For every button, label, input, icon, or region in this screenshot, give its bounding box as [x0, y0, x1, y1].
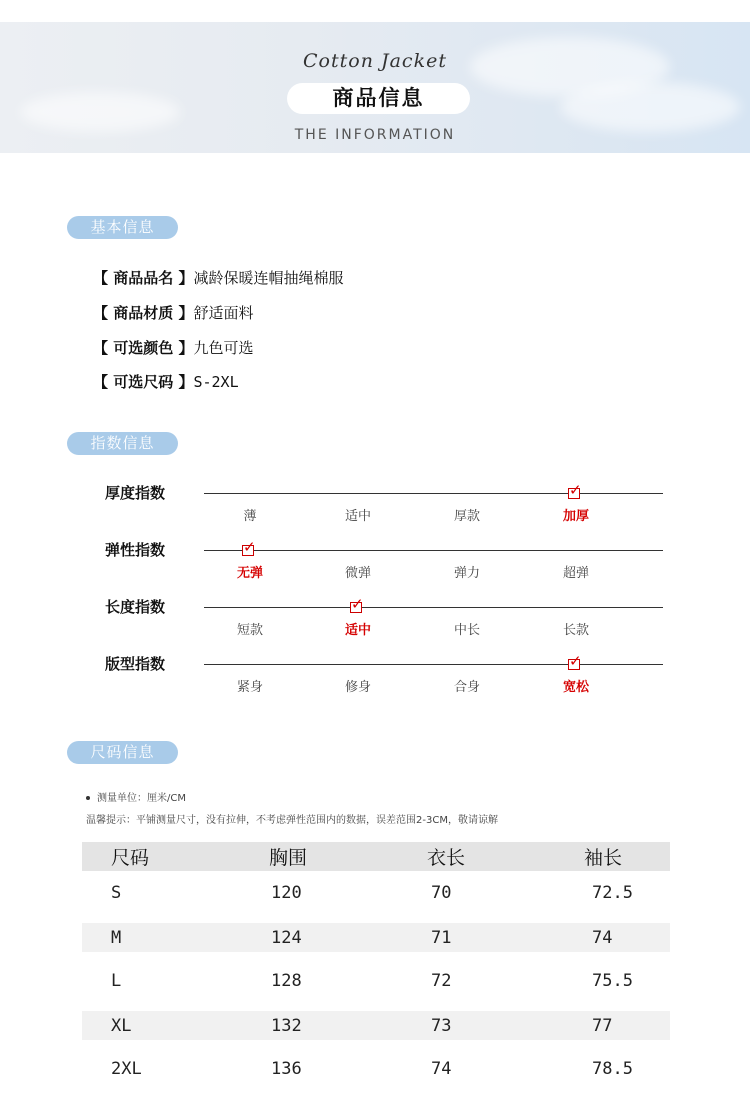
page-title: 商品信息 [287, 83, 470, 114]
table-cell: 75.5 [592, 971, 633, 991]
index-option: 厚款 [453, 509, 480, 524]
checkmark-icon: ✓ [569, 652, 582, 670]
index-title: 长度指数 [105, 598, 166, 616]
table-cell: 136 [271, 1059, 302, 1079]
table-row [82, 1047, 670, 1091]
column-header: 尺码 [111, 847, 150, 869]
bullet-dot [86, 796, 90, 800]
size-table [82, 842, 670, 1091]
checkmark-icon: ✓ [243, 538, 256, 556]
index-option: 超弹 [562, 566, 589, 581]
index-option-selected: 加厚 [562, 509, 589, 524]
info-row-material [93, 302, 253, 323]
table-cell: 72.5 [592, 883, 633, 903]
index-scale-line [204, 607, 663, 608]
index-option: 微弹 [344, 566, 371, 581]
info-row-size [93, 371, 239, 392]
table-cell: 128 [271, 971, 302, 991]
index-title: 厚度指数 [105, 484, 166, 502]
info-value: 九色可选 [193, 339, 254, 357]
index-option-selected: 宽松 [562, 680, 589, 695]
table-cell: XL [111, 1015, 132, 1036]
table-row [82, 959, 670, 1003]
info-label: 【 商品材质 】 [93, 304, 194, 322]
table-cell: 132 [271, 1015, 302, 1036]
table-cell: 71 [431, 927, 452, 948]
info-label: 【 可选尺码 】 [93, 373, 194, 391]
index-scale-line [204, 664, 663, 665]
info-label: 【 可选颜色 】 [93, 339, 194, 357]
table-cell: 74 [431, 1059, 452, 1079]
index-title: 弹性指数 [105, 541, 166, 559]
index-option: 合身 [453, 680, 480, 695]
table-row [82, 923, 670, 952]
header-banner [0, 22, 750, 153]
index-option-selected: 适中 [344, 623, 371, 638]
banner-script-title: Cotton Jacket [303, 50, 447, 72]
index-option: 短款 [236, 623, 263, 638]
column-header: 胸围 [269, 847, 308, 869]
table-cell: 124 [271, 927, 302, 948]
info-row-color [93, 337, 253, 358]
section-label-basic: 基本信息 [67, 216, 178, 239]
index-option: 适中 [344, 509, 371, 524]
table-cell: 72 [431, 971, 452, 991]
info-value: 舒适面料 [193, 304, 254, 322]
index-scale-line [204, 550, 663, 551]
checkmark-icon: ✓ [569, 481, 582, 499]
unit-note [86, 789, 186, 804]
table-cell: 120 [271, 883, 302, 903]
index-scale-line [204, 493, 663, 494]
table-cell: 78.5 [592, 1059, 633, 1079]
table-cell: 73 [431, 1015, 452, 1036]
index-option-selected: 无弹 [236, 566, 263, 581]
info-row-name [93, 267, 343, 288]
column-header: 袖长 [584, 847, 623, 869]
table-row [82, 1011, 670, 1040]
index-title: 版型指数 [105, 655, 166, 673]
table-cell: 70 [431, 883, 452, 903]
index-option: 弹力 [453, 566, 480, 581]
table-cell: 77 [592, 1015, 613, 1036]
index-option: 紧身 [236, 680, 263, 695]
checkmark-icon: ✓ [351, 595, 364, 613]
index-option: 薄 [243, 509, 257, 524]
table-row [82, 871, 670, 915]
table-cell: L [111, 971, 122, 991]
table-cell: 74 [592, 927, 613, 948]
table-cell: S [111, 883, 122, 903]
section-label-index: 指数信息 [67, 432, 178, 455]
table-cell: M [111, 927, 122, 948]
index-option: 中长 [453, 623, 480, 638]
section-label-size: 尺码信息 [67, 741, 178, 764]
info-label: 【 商品品名 】 [93, 269, 194, 287]
table-header [82, 842, 670, 871]
info-value: S-2XL [193, 373, 239, 391]
tip-note: 温馨提示：平铺测量尺寸，没有拉伸，不考虑弹性范围内的数据，误差范围2-3CM，敬请谅解 [86, 815, 498, 826]
banner-subtitle: THE INFORMATION [294, 127, 456, 143]
unit-note-text: 测量单位：厘米/CM [97, 793, 186, 804]
column-header: 衣长 [427, 847, 466, 869]
table-body [82, 871, 670, 1091]
table-cell: 2XL [111, 1059, 142, 1079]
index-option: 长款 [562, 623, 589, 638]
info-value: 减龄保暖连帽抽绳棉服 [193, 269, 344, 287]
index-option: 修身 [344, 680, 371, 695]
